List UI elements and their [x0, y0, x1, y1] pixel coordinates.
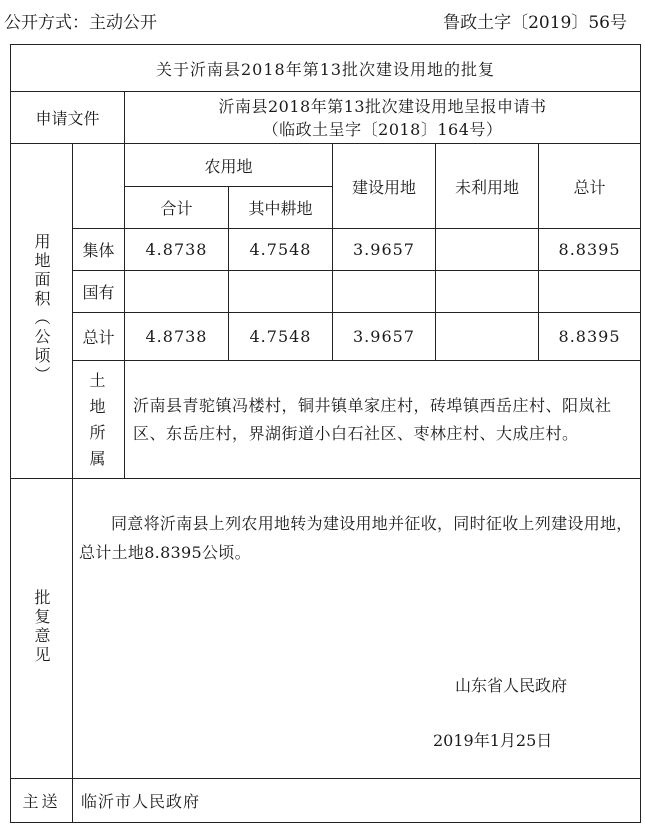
recipient-label: 主送	[11, 779, 73, 823]
application-label: 申请文件	[11, 92, 125, 144]
document-number: 鲁政土字〔2019〕56号	[443, 13, 627, 33]
approval-opinion	[73, 479, 641, 779]
row-label: 国有	[73, 271, 125, 313]
location-label: 土地所属	[73, 361, 125, 479]
arable-value: 4.7548	[229, 229, 333, 271]
table-row	[11, 313, 641, 361]
application-doc-number: （临政土呈字〔2018〕164号）	[262, 119, 503, 139]
unused-header: 未利用地	[436, 144, 539, 229]
location-text: 沂南县青驼镇冯楼村，铜井镇单家庄村，砖埠镇西岳庄村、阳岚社区、东岳庄村，界湖街道小白石社区、枣林庄村、大成庄村。	[125, 361, 641, 479]
unused-value	[436, 313, 539, 361]
approval-text: 同意将沂南县上列农用地转为建设用地并征收，同时征收上列建设用地，总计土地8.8395公顷。	[79, 514, 633, 562]
row-label: 集体	[73, 229, 125, 271]
farmland-header: 农用地	[125, 144, 333, 187]
arable-value: 4.7548	[229, 313, 333, 361]
table-row	[11, 271, 641, 313]
construction-value: 3.9657	[333, 313, 436, 361]
table-row	[11, 229, 641, 271]
construction-value: 3.9657	[333, 229, 436, 271]
construction-header: 建设用地	[333, 144, 436, 229]
total-value: 8.8395	[539, 313, 641, 361]
recipient-value: 临沂市人民政府	[73, 779, 641, 823]
unused-value	[436, 229, 539, 271]
row-header-blank	[73, 144, 125, 229]
application-doc-title: 沂南县2018年第13批次建设用地呈报申请书	[218, 96, 547, 116]
subtotal-value	[125, 271, 229, 313]
subtotal-value: 4.8738	[125, 313, 229, 361]
issuing-authority: 山东省人民政府	[455, 676, 568, 695]
total-header: 总计	[539, 144, 641, 229]
application-document	[125, 92, 641, 144]
construction-value	[333, 271, 436, 313]
unused-value	[436, 271, 539, 313]
document-title: 关于沂南县2018年第13批次建设用地的批复	[11, 45, 641, 92]
total-value: 8.8395	[539, 229, 641, 271]
row-label: 总计	[73, 313, 125, 361]
approval-table	[10, 44, 641, 823]
approval-label: 批复意见	[11, 479, 73, 779]
subtotal-header: 合计	[125, 187, 229, 229]
subtotal-value: 4.8738	[125, 229, 229, 271]
approval-date: 2019年1月25日	[433, 731, 553, 750]
area-section-label: 用地面积（公顷）	[11, 144, 73, 479]
arable-value	[229, 271, 333, 313]
disclosure-method: 公开方式：主动公开	[4, 13, 157, 33]
total-value	[539, 271, 641, 313]
arable-header: 其中耕地	[229, 187, 333, 229]
